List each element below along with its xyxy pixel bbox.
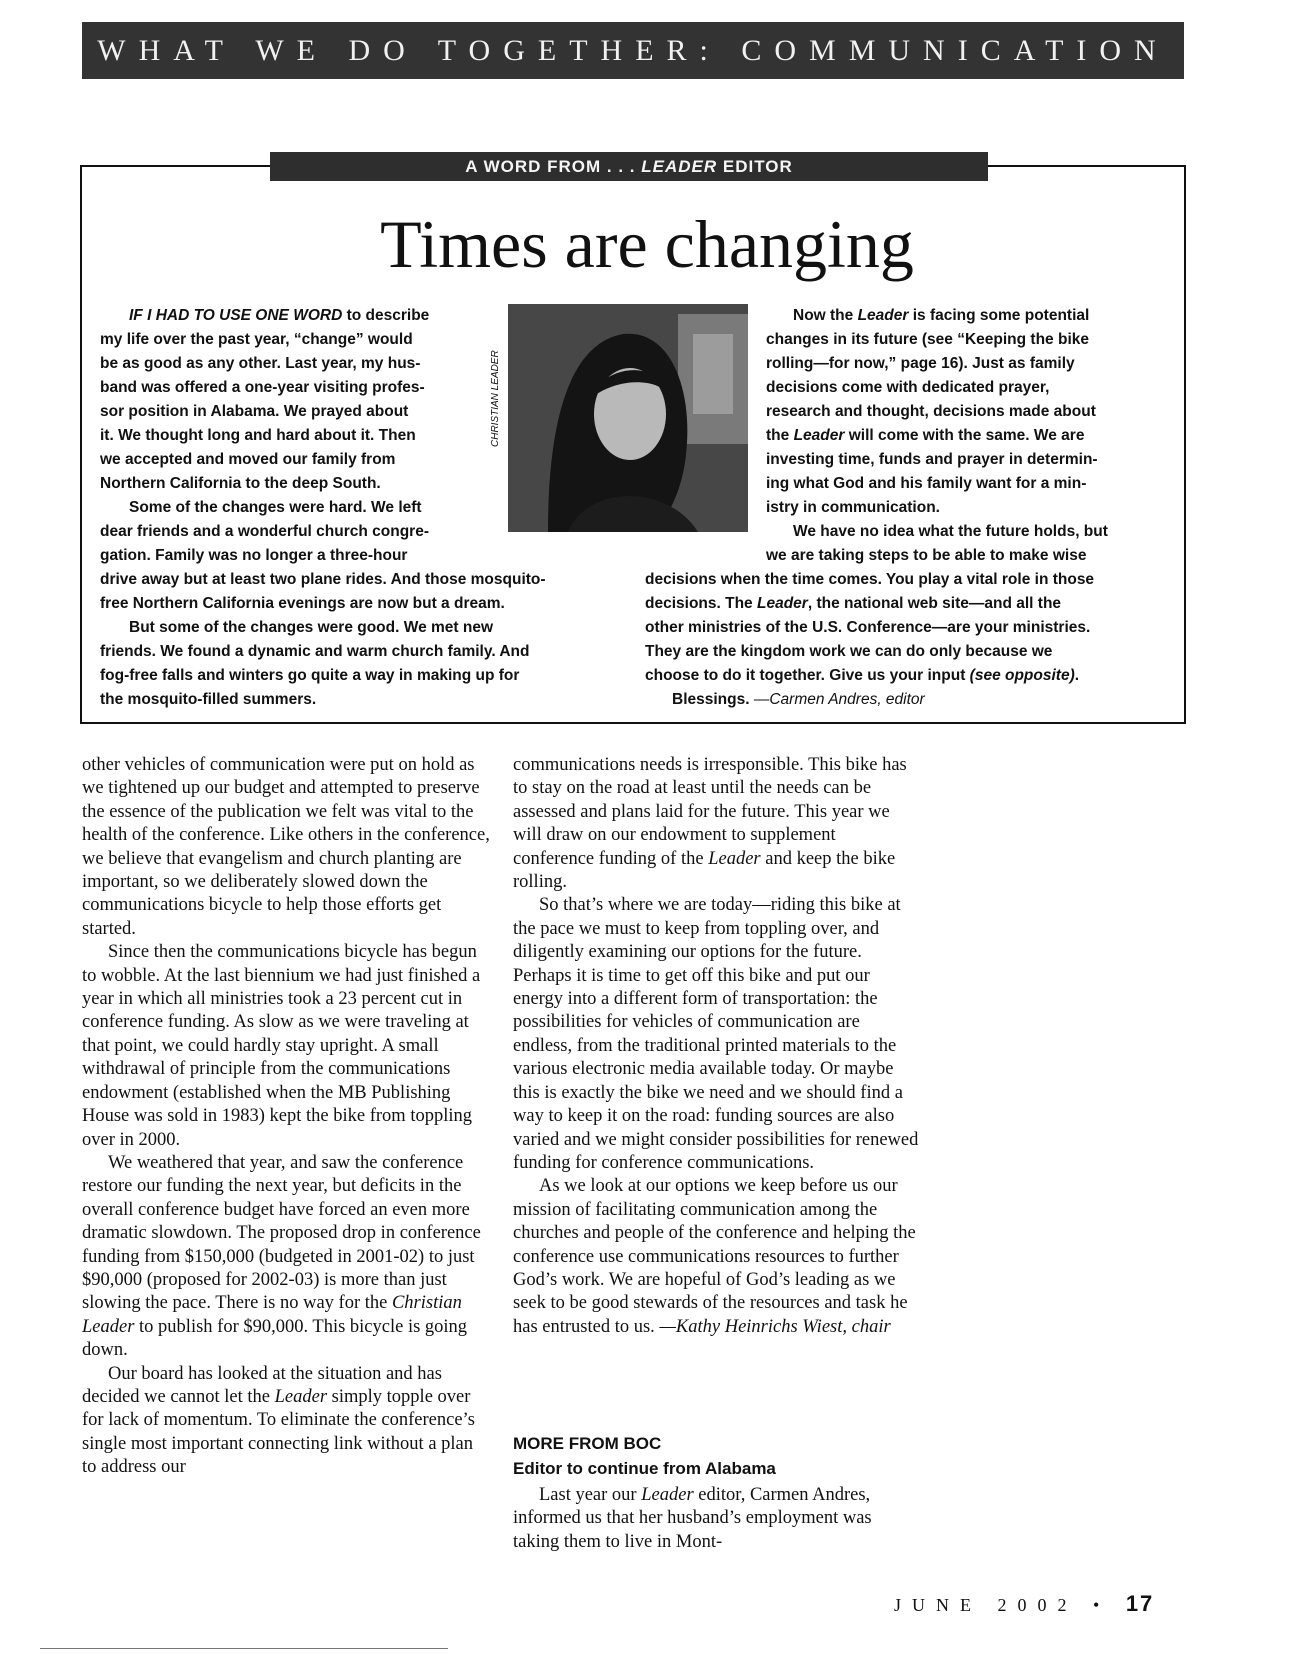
- editorial-line: Some of the changes were hard. We left: [129, 499, 422, 516]
- editorial-line: other ministries of the U.S. Conference—are your ministries.: [645, 619, 1091, 636]
- editorial-line: IF I HAD TO USE ONE WORD to describe: [129, 307, 430, 324]
- editor-portrait-image: [508, 304, 748, 532]
- editorial-subhead: [270, 152, 988, 181]
- body-paragraph: Since then the communications bicycle has begun to wobble. At the last biennium we had just finished a year in which all ministries took a 23 percent cut in conference funding. As slow as we were traveling at that point, we could hardly stay upright. A small withdrawal of principle from the communications endowment (established when the MB Publishing House was sold in 1983) kept the bike from toppling over in 2000.: [82, 942, 481, 1150]
- body-column-2: [513, 754, 921, 1339]
- editorial-line: Northern California to the deep South.: [100, 475, 381, 492]
- editorial-line: investing time, funds and prayer in determin-: [766, 451, 1098, 468]
- subhead-tail: EDITOR: [717, 157, 793, 176]
- editorial-line: fog-free falls and winters go quite a way in making up for: [100, 667, 520, 684]
- editorial-line: They are the kingdom work we can do only because we: [645, 643, 1053, 660]
- editorial-line: band was offered a one-year visiting profes-: [100, 379, 425, 396]
- editorial-line: my life over the past year, “change” would: [100, 331, 413, 348]
- editorial-line: decisions when the time comes. You play a vital role in those: [645, 571, 1095, 588]
- editorial-line: we accepted and moved our family from: [100, 451, 396, 468]
- editorial-line: gation. Family was no longer a three-hour: [100, 547, 408, 564]
- editorial-line: Now the Leader is facing some potential: [793, 307, 1090, 324]
- editorial-signature: Blessings. —Carmen Andres, editor: [672, 691, 925, 708]
- editorial-line: we are taking steps to be able to make wise: [766, 547, 1087, 564]
- editorial-line: istry in communication.: [766, 499, 940, 516]
- body-paragraph: So that’s where we are today—riding this bike at the pace we must to keep from toppling over, and diligently examining our options for the future. Perhaps it is time to get off this bike and put our energy into a different form of transportation: the possibilities for vehicles of communication are endless, from the traditional printed materials to the various electronic media available today. Or maybe this is exactly the bike we need and we should find a way to keep it on the road: funding sources are also varied and we might consider possibilities for renewed funding for conference communications.: [513, 895, 919, 1173]
- body-paragraph: Our board has looked at the situation and has decided we cannot let the Leader simply topple over for lack of momentum. To eliminate the conference’s single most important connecting link without a plan to address our: [82, 1363, 475, 1478]
- editorial-line: drive away but at least two plane rides. And those mosquito-: [100, 571, 546, 588]
- editorial-line: the mosquito-filled summers.: [100, 691, 317, 708]
- editorial-line: sor position in Alabama. We prayed about: [100, 403, 409, 420]
- editorial-line: rolling—for now,” page 16). Just as family: [766, 355, 1075, 372]
- editorial-line: But some of the changes were good. We met new: [129, 619, 494, 636]
- section-banner: WHAT WE DO TOGETHER: COMMUNICATION: [82, 22, 1184, 79]
- editorial-line: We have no idea what the future holds, but: [793, 523, 1108, 540]
- subhead-lead: A WORD FROM . . .: [465, 157, 642, 176]
- footer-date: JUNE 2002 •: [894, 1595, 1111, 1615]
- editorial-line: free Northern California evenings are now but a dream.: [100, 595, 505, 612]
- page-footer: [894, 1591, 1154, 1617]
- editor-photo: [508, 304, 748, 532]
- editorial-line: decisions. The Leader, the national web site—and all the: [645, 595, 1062, 612]
- body-column-1: [82, 754, 491, 1480]
- editorial-line: decisions come with dedicated prayer,: [766, 379, 1050, 396]
- body-paragraph: Last year our Leader editor, Carmen Andres, informed us that her husband’s employment was taking them to live in Mont-: [513, 1485, 872, 1552]
- editorial-line: choose to do it together. Give us your input (see opposite).: [645, 667, 1080, 684]
- editorial-line: it. We thought long and hard about it. Then: [100, 427, 416, 444]
- editorial-line: the Leader will come with the same. We are: [766, 427, 1085, 444]
- headline: Times are changing: [380, 206, 914, 282]
- body-paragraph: communications needs is irresponsible. This bike has to stay on the road at least until the needs can be assessed and plans laid for the future. This year we will draw on our endowment to supplement conference funding of the Leader and keep the bike rolling.: [513, 755, 907, 893]
- editorial-line: dear friends and a wonderful church congre-: [100, 523, 429, 540]
- body-paragraph: other vehicles of communication were put on hold as we tightened up our budget and attempted to preserve the essence of the publication we felt was vital to the health of the conference. Like others in the conference, we believe that evangelism and church planting are important, so we deliberately slowed down the communications bicycle to help those efforts get started.: [82, 755, 490, 939]
- photo-credit: CHRISTIAN LEADER: [490, 350, 501, 447]
- editorial-lead-in: IF I HAD TO USE ONE WORD: [129, 307, 343, 324]
- section-title: Editor to continue from Alabama: [513, 1459, 776, 1478]
- section-label: MORE FROM BOC: [513, 1434, 662, 1453]
- editorial-line: friends. We found a dynamic and warm church family. And: [100, 643, 530, 660]
- footer-rule: [40, 1648, 448, 1649]
- editorial-line: be as good as any other. Last year, my hus-: [100, 355, 421, 372]
- editorial-line: changes in its future (see “Keeping the bike: [766, 331, 1089, 348]
- editorial-line: research and thought, decisions made about: [766, 403, 1096, 420]
- body-paragraph: As we look at our options we keep before us our mission of facilitating communication among the churches and people of the conference and helping the conference use communications resources to further God’s work. We are hopeful of God’s leading as we seek to be good stewards of the resources and task he has entrusted to us. —Kathy Heinrichs Wiest, chair: [513, 1176, 916, 1337]
- editorial-line: ing what God and his family want for a min-: [766, 475, 1087, 492]
- subhead-leader: LEADER: [641, 157, 718, 176]
- body-paragraph: We weathered that year, and saw the conference restore our funding the next year, but deficits in the overall conference budget have forced an even more dramatic slowdown. The proposed drop in conference funding from $150,000 (budgeted in 2001-02) to just $90,000 (proposed for 2002-03) is more than just slowing the pace. There is no way for the Christian Leader to publish for $90,000. This bicycle is going down.: [82, 1152, 481, 1361]
- page-number: 17: [1125, 1591, 1155, 1616]
